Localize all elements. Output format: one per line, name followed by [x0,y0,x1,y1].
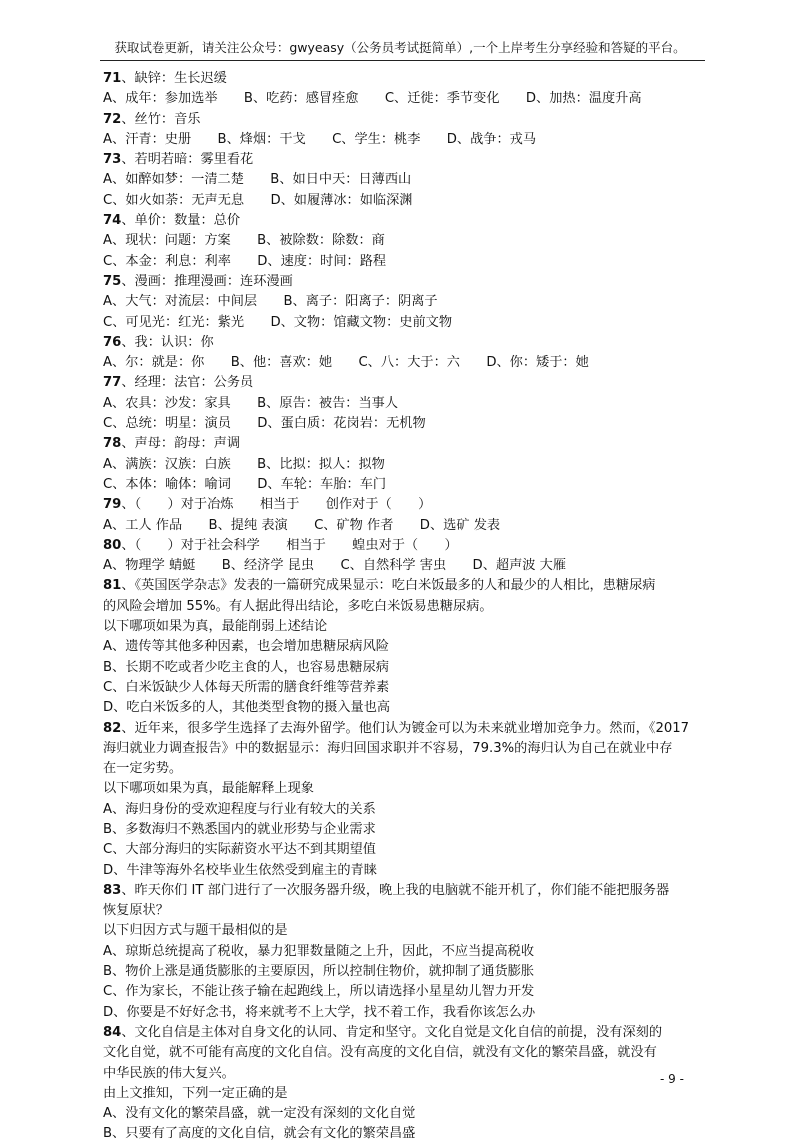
question-number: 77 [103,375,122,391]
question-number: 74 [103,213,122,229]
line-text: A、尔：就是：你 B、他：喜欢：她 C、八：大于：六 D、你：矮于：她 [103,355,589,371]
question-line [103,881,703,901]
line-text: C、如火如荼：无声无息 D、如履薄冰：如临深渊 [103,192,413,208]
text-line [103,698,703,718]
text-line [103,597,703,617]
question-line [103,495,703,515]
line-text: B、物价上涨是通货膨胀的主要原因，所以控制住物价，就抑制了通货膨胀 [103,964,535,980]
text-line [103,516,703,536]
line-text: A、没有文化的繁荣昌盛，就一定没有深刻的文化自觉 [103,1106,416,1122]
line-text: 以下哪项如果为真，最能解释上现象 [103,781,314,797]
text-line [103,637,703,657]
line-text: A、成年：参加选举 B、吃药：感冒痊愈 C、迁徙：季节变化 D、加热：温度升高 [103,91,642,107]
line-text: A、遗传等其他多种因素，也会增加患糖尿病风险 [103,639,389,655]
text-line [103,455,703,475]
line-text: A、满族：汉族：白族 B、比拟：拟人：拟物 [103,456,385,472]
text-line [103,779,703,799]
line-text: 、（ ）对于冶炼 相当于 创作对于（ ） [121,497,432,513]
question-number: 76 [103,334,122,350]
question-line [103,536,703,556]
line-text: C、可见光：红光：紫光 D、文物：馆藏文物：史前文物 [103,314,453,330]
header-rule [100,60,705,61]
text-line [103,759,703,779]
text-line [103,942,703,962]
text-line [103,231,703,251]
question-number: 82 [103,720,122,736]
text-line [103,739,703,759]
line-text: 海归就业力调查报告》中的数据显示：海归回国求职并不容易，79.3%的海归认为自己在就业中存 [103,740,673,756]
question-number: 71 [103,71,122,86]
line-text: 、《英国医学杂志》发表的一篇研究成果显示：吃白米饭最多的人和最少的人相比，患糖尿病 [121,578,656,594]
line-text: 由上文推知，下列一定正确的是 [103,1085,288,1101]
text-line [103,556,703,576]
line-text: 、若明若暗：雾里看花 [121,152,254,168]
text-line [103,313,703,333]
line-text: A、汗青：史册 B、烽烟：干戈 C、学生：桃李 D、战争：戎马 [103,131,537,147]
text-line [103,1003,703,1023]
line-text: 、文化自信是主体对自身文化的认同、肯定和坚守。文化自觉是文化自信的前提，没有深刻的 [121,1024,663,1040]
line-text: C、白米饭缺少人体每天所需的膳食纤维等营养素 [103,679,390,695]
question-number: 83 [103,882,122,898]
line-text: C、总统：明星：演员 D、蛋白质：花岗岩：无机物 [103,416,426,432]
line-text: 、昨天你们 IT 部门进行了一次服务器升级，晚上我的电脑就不能开机了，你们能不能把服务器 [121,882,670,898]
line-text: A、大气：对流层：中间层 B、离子：阳离子：阴离子 [103,294,438,310]
question-number: 75 [103,273,122,289]
question-number: 72 [103,111,122,127]
line-text: 、单价：数量：总价 [121,213,241,229]
question-line [103,333,703,353]
line-text: 的风险会增加 55%。有人据此得出结论，多吃白米饭易患糖尿病。 [103,598,493,614]
text-line [103,353,703,373]
question-line [103,110,703,130]
question-number: 84 [103,1024,122,1040]
line-text: D、你要是不好好念书，将来就考不上大学，找不着工作，我看你该怎么办 [103,1004,536,1020]
line-text: 、声母：韵母：声调 [121,436,241,452]
line-text: 在一定劣势。 [103,761,183,777]
text-line [103,901,703,921]
line-text: A、现状：问题：方案 B、被除数：除数：商 [103,233,385,249]
question-line [103,576,703,596]
line-text: C、作为家长，不能让孩子输在起跑线上，所以请选择小星星幼儿智力开发 [103,984,535,1000]
line-text: A、海归身份的受欢迎程度与行业有较大的关系 [103,801,376,817]
text-line [103,292,703,312]
line-text: B、只要有了高度的文化自信，就会有文化的繁荣昌盛 [103,1126,416,1142]
text-line [103,658,703,678]
text-line [103,800,703,820]
question-body [103,69,703,1145]
text-line [103,982,703,1002]
line-text: D、牛津等海外名校毕业生依然受到雇主的青睐 [103,862,377,878]
text-line [103,1124,703,1144]
text-line [103,130,703,150]
line-text: 、缺锌：生长迟缓 [121,71,227,86]
question-line [103,1023,703,1043]
line-text: D、吃白米饭多的人，其他类型食物的摄入量也高 [103,700,391,716]
text-line [103,820,703,840]
text-line [103,191,703,211]
line-text: 中华民族的伟大复兴。 [103,1065,235,1081]
line-text: 、（ ）对于社会科学 相当于 蝗虫对于（ ） [121,537,458,553]
line-text: C、本体：喻体：喻词 D、车轮：车胎：车门 [103,476,387,492]
text-line [103,170,703,190]
text-line [103,475,703,495]
line-text: C、本金：利息：利率 D、速度：时间：路程 [103,253,387,269]
question-line [103,272,703,292]
text-line [103,1084,703,1104]
line-text: 、近年来，很多学生选择了去海外留学。他们认为镀金可以为未来就业增加竞争力。然而，《2017 [121,720,690,736]
text-line [103,414,703,434]
question-line [103,719,703,739]
text-line [103,252,703,272]
question-number: 81 [103,578,122,594]
line-text: A、物理学 蜻蜓 B、经济学 昆虫 C、自然科学 害虫 D、超声波 大雁 [103,558,567,574]
line-text: 、丝竹：音乐 [121,111,201,127]
question-number: 79 [103,497,122,513]
question-number: 78 [103,436,122,452]
line-text: 恢复原状？ [103,903,169,919]
text-line [103,962,703,982]
question-line [103,373,703,393]
line-text: A、琼斯总统提高了税收，暴力犯罪数量随之上升，因此，不应当提高税收 [103,943,535,959]
line-text: 、漫画：推理漫画：连环漫画 [121,273,293,289]
text-line [103,861,703,881]
page-number: - 9 - [660,1072,684,1086]
text-line [103,1043,703,1063]
text-line [103,1064,703,1084]
page-header: 获取试卷更新，请关注公众号：gwyeasy（公务员考试挺简单）,一个上岸考生分享经验和答疑的平台。 [114,40,686,55]
text-line [103,89,703,109]
line-text: C、大部分海归的实际薪资水平达不到其期望值 [103,842,376,858]
question-line [103,150,703,170]
line-text: B、长期不吃或者少吃主食的人，也容易患糖尿病 [103,659,389,675]
line-text: B、多数海归不熟悉国内的就业形势与企业需求 [103,821,376,837]
line-text: 以下哪项如果为真，最能削弱上述结论 [103,619,328,635]
line-text: A、如醉如梦：一清二楚 B、如日中天：日薄西山 [103,172,412,188]
question-line [103,434,703,454]
line-text: A、工人 作品 B、提纯 表演 C、矿物 作者 D、选矿 发表 [103,517,501,533]
question-number: 73 [103,152,122,168]
text-line [103,678,703,698]
line-text: A、农具：沙发：家具 B、原告：被告：当事人 [103,395,399,411]
question-line [103,69,703,89]
question-number: 80 [103,537,122,553]
line-text: 以下归因方式与题干最相似的是 [103,923,288,939]
line-text: 、经理：法官：公务员 [121,375,254,391]
text-line [103,840,703,860]
text-line [103,617,703,637]
text-line [103,1104,703,1124]
line-text: 、我：认识：你 [121,334,214,350]
text-line [103,394,703,414]
line-text: 文化自觉，就不可能有高度的文化自信。没有高度的文化自信，就没有文化的繁荣昌盛，就没有 [103,1045,657,1061]
question-line [103,211,703,231]
text-line [103,921,703,941]
